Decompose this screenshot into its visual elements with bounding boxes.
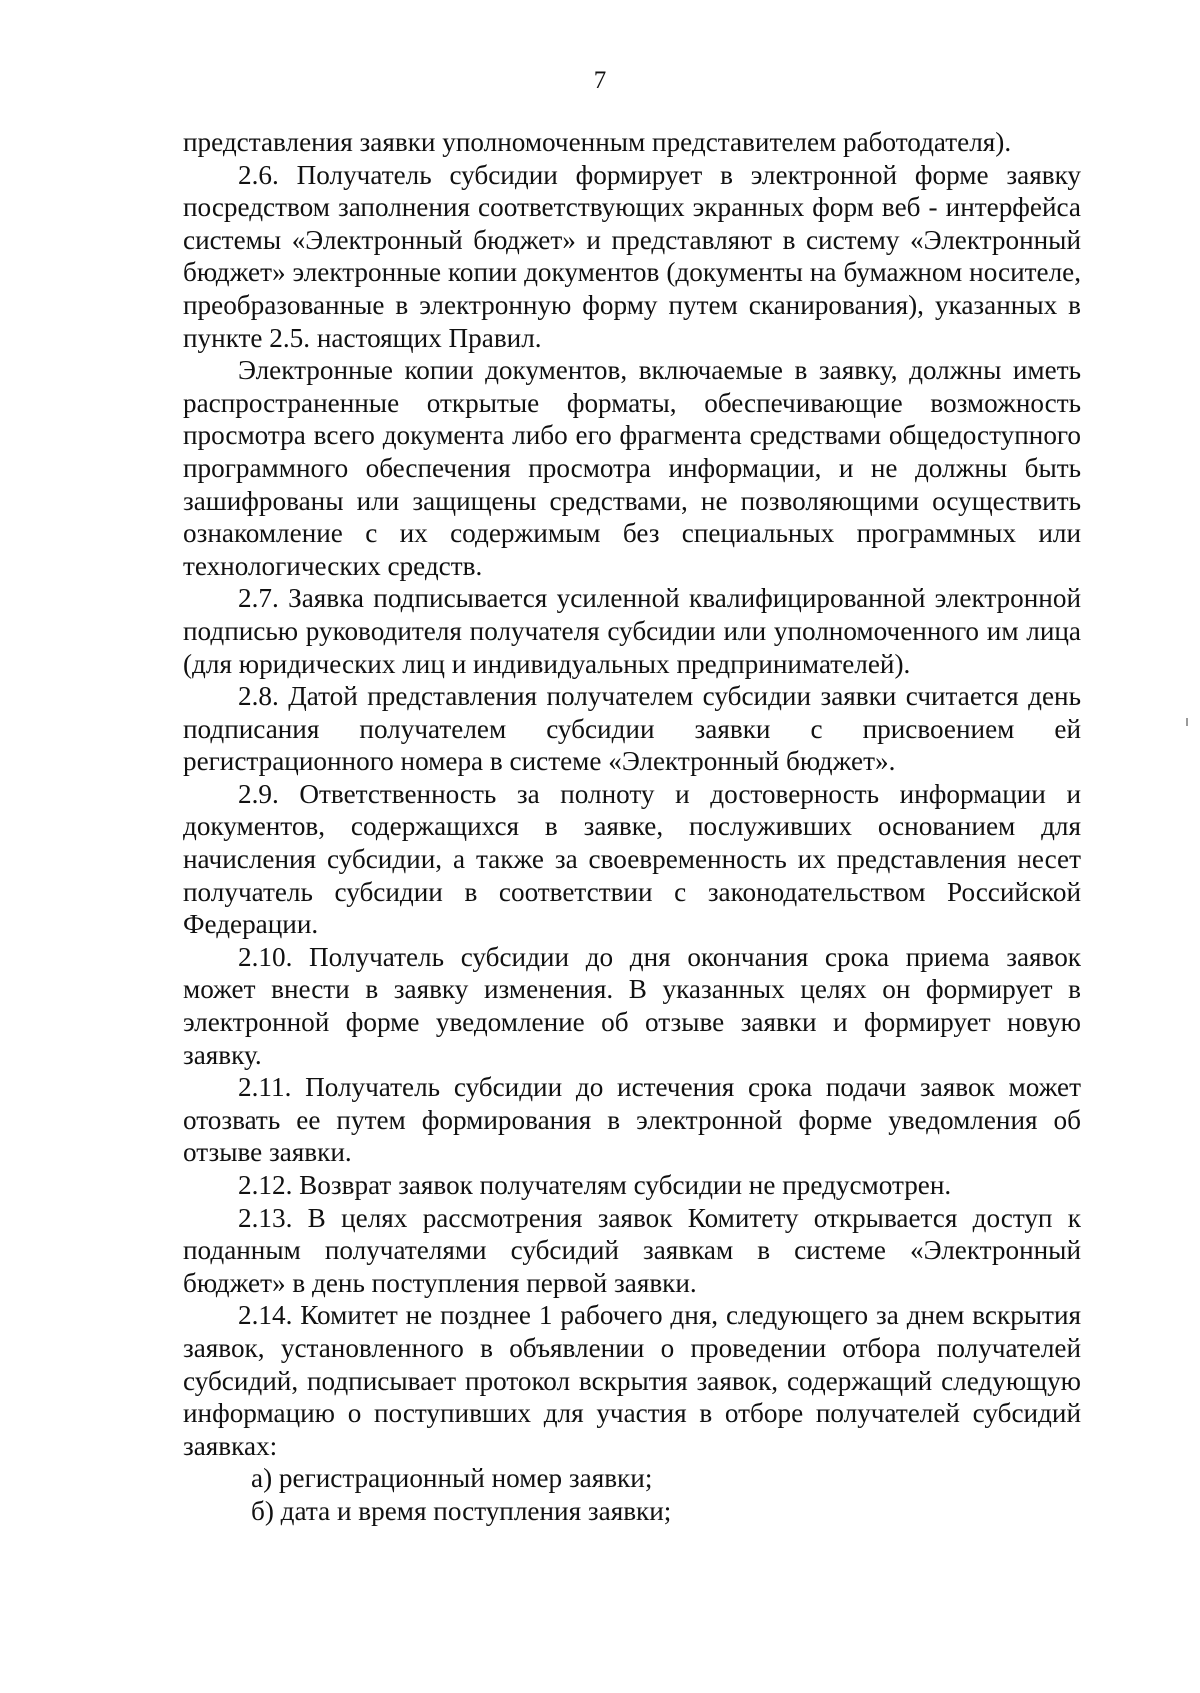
paragraph-continuation: представления заявки уполномоченным представителем работодателя). [183,127,1012,157]
paragraph-2-9: 2.9. Ответственность за полноту и достоверность информации и документов, содержащихся в заявке, послуживших основанием для начисления субсидии, а также за своевременность их представления несет получатель субсидии в соответствии с законодательством Российской Федерации. [183,778,1081,940]
paragraph-2-8: 2.8. Датой представления получателем субсидии заявки считается день подписания получателем субсидии заявки с присвоением ей регистрационного номера в системе «Электронный бюджет». [183,681,1081,777]
page-number: 7 [593,67,607,94]
paragraph-2-10: 2.10. Получатель субсидии до дня окончания срока приема заявок может внести в заявку изменения. В указанных целях он формирует в электронной форме уведомление об отзыве заявки и формирует новую заявку. [183,941,1081,1070]
list-item-a: а) регистрационный номер заявки; [251,1463,653,1494]
paragraph-2-6: 2.6. Получатель субсидии формирует в электронной форме заявку посредством заполнения соответствующих экранных форм веб - интерфейса системы «Электронный бюджет» и представляют в систему «Электронный бюджет» электронные копии документов (документы на бумажном носителе, преобразованные в электронную форму путем сканирования), указанных в пункте 2.5. настоящих Правил. [183,159,1081,353]
paragraph-2-14: 2.14. Комитет не позднее 1 рабочего дня, следующего за днем вскрытия заявок, установленного в объявлении о проведении отбора получателей субсидий, подписывает протокол вскрытия заявок, содержащий следующую информацию о поступивших для участия в отборе получателей субсидий заявках: [183,1300,1081,1461]
paragraph-2-13: 2.13. В целях рассмотрения заявок Комитету открывается доступ к поданным получателями субсидий заявкам в системе «Электронный бюджет» в день поступления первой заявки. [183,1202,1081,1298]
paragraph-2-11: 2.11. Получатель субсидии до истечения срока подачи заявок может отозвать ее путем формирования в электронной форме уведомления об отзыве заявки. [183,1072,1081,1168]
document-body [183,126,1081,1528]
paragraph-electronic-copies: Электронные копии документов, включаемые в заявку, должны иметь распространенные открытые форматы, обеспечивающие возможность просмотра всего документа либо его фрагмента средствами общедоступного программного обеспечения просмотра информации, и не должны быть зашифрованы или защищены средствами, не позволяющими осуществить ознакомление с их содержимым без специальных программных или технологических средств. [183,355,1081,581]
paragraph-2-12: 2.12. Возврат заявок получателям субсидии не предусмотрен. [238,1170,952,1200]
scan-artifact [1186,718,1188,726]
list-item-b: б) дата и время поступления заявки; [251,1495,672,1526]
paragraph-2-7: 2.7. Заявка подписывается усиленной квалифицированной электронной подписью руководителя получателя субсидии или уполномоченного им лица (для юридических лиц и индивидуальных предпринимателей). [183,583,1081,679]
